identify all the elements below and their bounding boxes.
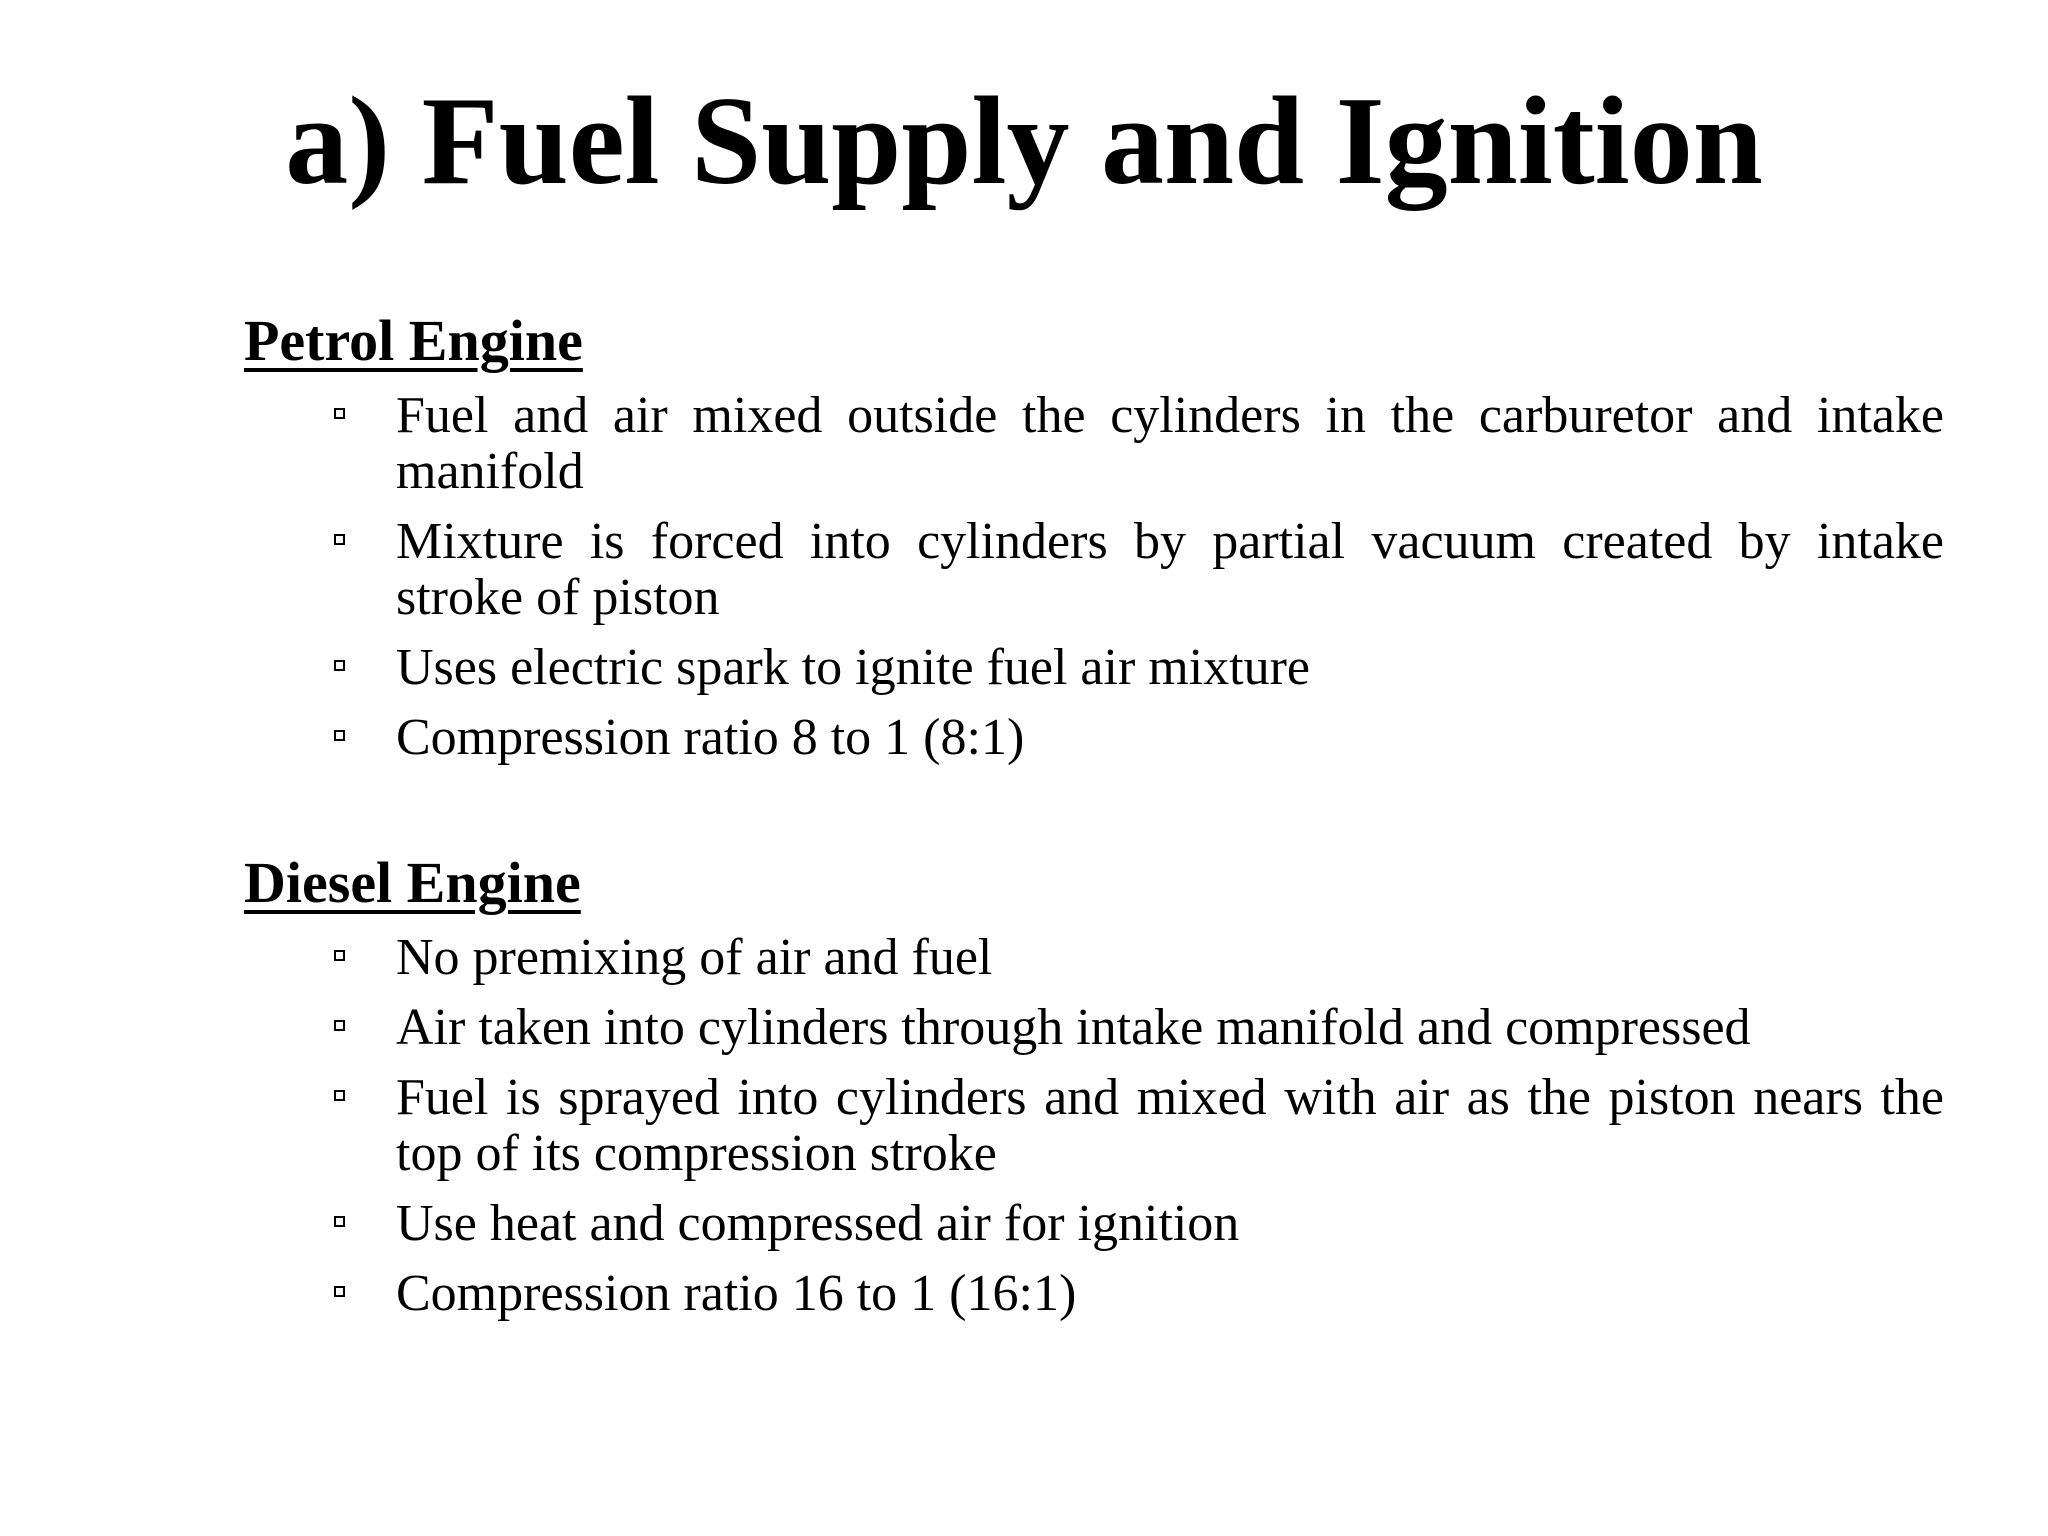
list-item xyxy=(244,514,1944,626)
bullet-text: No premixing of air and fuel xyxy=(396,929,993,986)
bullet-text: Compression ratio 16 to 1 (16:1) xyxy=(396,1265,1077,1322)
diesel-engine-section xyxy=(244,850,1944,1322)
list-item xyxy=(244,1196,1944,1252)
petrol-engine-section xyxy=(244,308,1944,766)
square-bullet-icon xyxy=(334,950,345,961)
list-item xyxy=(244,388,1944,500)
list-item xyxy=(244,640,1944,696)
square-bullet-icon xyxy=(334,534,345,545)
petrol-bullet-list xyxy=(244,388,1944,766)
section-heading-petrol: Petrol Engine xyxy=(244,308,583,373)
diesel-bullet-list xyxy=(244,930,1944,1322)
bullet-text: Fuel is sprayed into cylinders and mixed with air as the piston nears the top of its compression stroke xyxy=(396,1069,1944,1182)
square-bullet-icon xyxy=(334,1216,345,1227)
bullet-text: Mixture is forced into cylinders by partial vacuum created by intake stroke of piston xyxy=(396,513,1944,626)
bullet-text: Compression ratio 8 to 1 (8:1) xyxy=(396,709,1025,766)
square-bullet-icon xyxy=(334,1090,345,1101)
section-heading-diesel: Diesel Engine xyxy=(244,850,581,915)
list-item xyxy=(244,710,1944,766)
bullet-text: Fuel and air mixed outside the cylinders in the carburetor and intake manifold xyxy=(396,387,1944,500)
square-bullet-icon xyxy=(334,408,345,419)
bullet-text: Uses electric spark to ignite fuel air mixture xyxy=(396,639,1311,696)
bullet-text: Use heat and compressed air for ignition xyxy=(396,1195,1240,1252)
list-item xyxy=(244,1266,1944,1322)
list-item xyxy=(244,930,1944,986)
bullet-text: Air taken into cylinders through intake manifold and compressed xyxy=(396,999,1751,1056)
square-bullet-icon xyxy=(334,730,345,741)
square-bullet-icon xyxy=(334,1020,345,1031)
list-item xyxy=(244,1070,1944,1182)
slide-title: a) Fuel Supply and Ignition xyxy=(285,72,1763,211)
square-bullet-icon xyxy=(334,660,345,671)
square-bullet-icon xyxy=(334,1286,345,1297)
list-item xyxy=(244,1000,1944,1056)
